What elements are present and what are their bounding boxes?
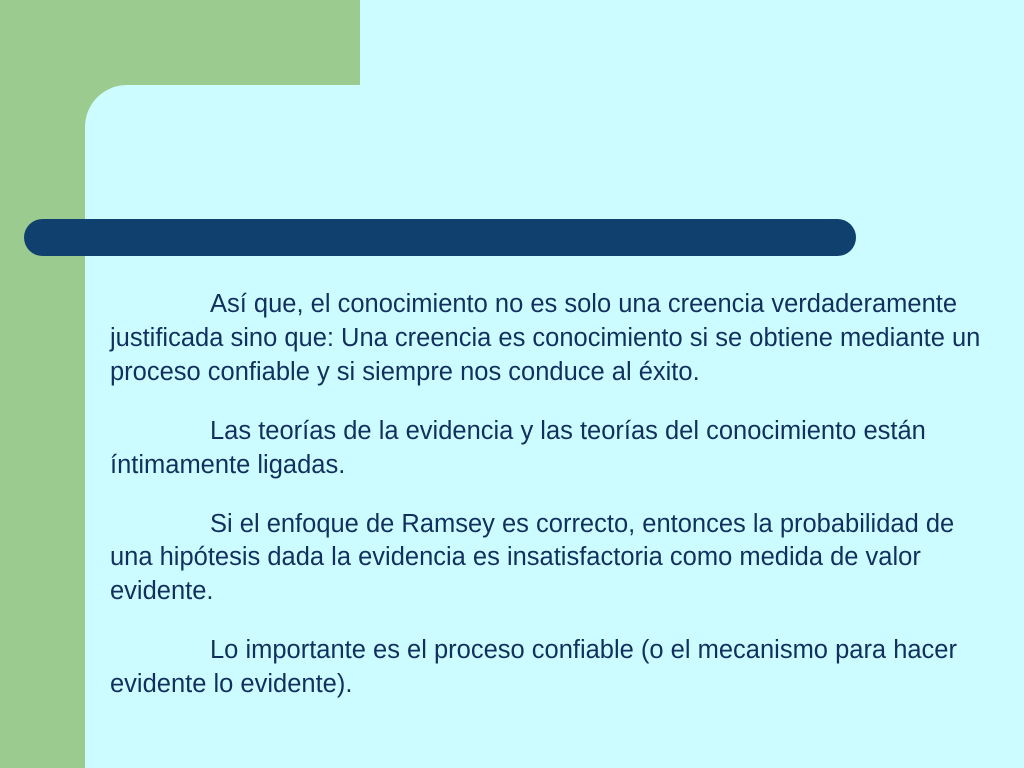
body-paragraph: Así que, el conocimiento no es solo una creencia verdaderamente justificada sino que: Una creencia es conocimiento si se obtiene mediante un proceso confiable y si siempre nos conduce al éxito. [110,290,981,386]
body-paragraph: Las teorías de la evidencia y las teorías del conocimiento están íntimamente ligadas. [110,416,926,479]
title-divider-bar [24,219,856,256]
body-paragraph: Si el enfoque de Ramsey es correcto, entonces la probabilidad de una hipótesis dada la evidencia es insatisfactoria como medida de valor evidente. [110,509,955,606]
slide-body-text [110,288,988,702]
body-paragraph: Lo importante es el proceso confiable (o el mecanismo para hacer evidente lo evidente). [110,636,957,699]
